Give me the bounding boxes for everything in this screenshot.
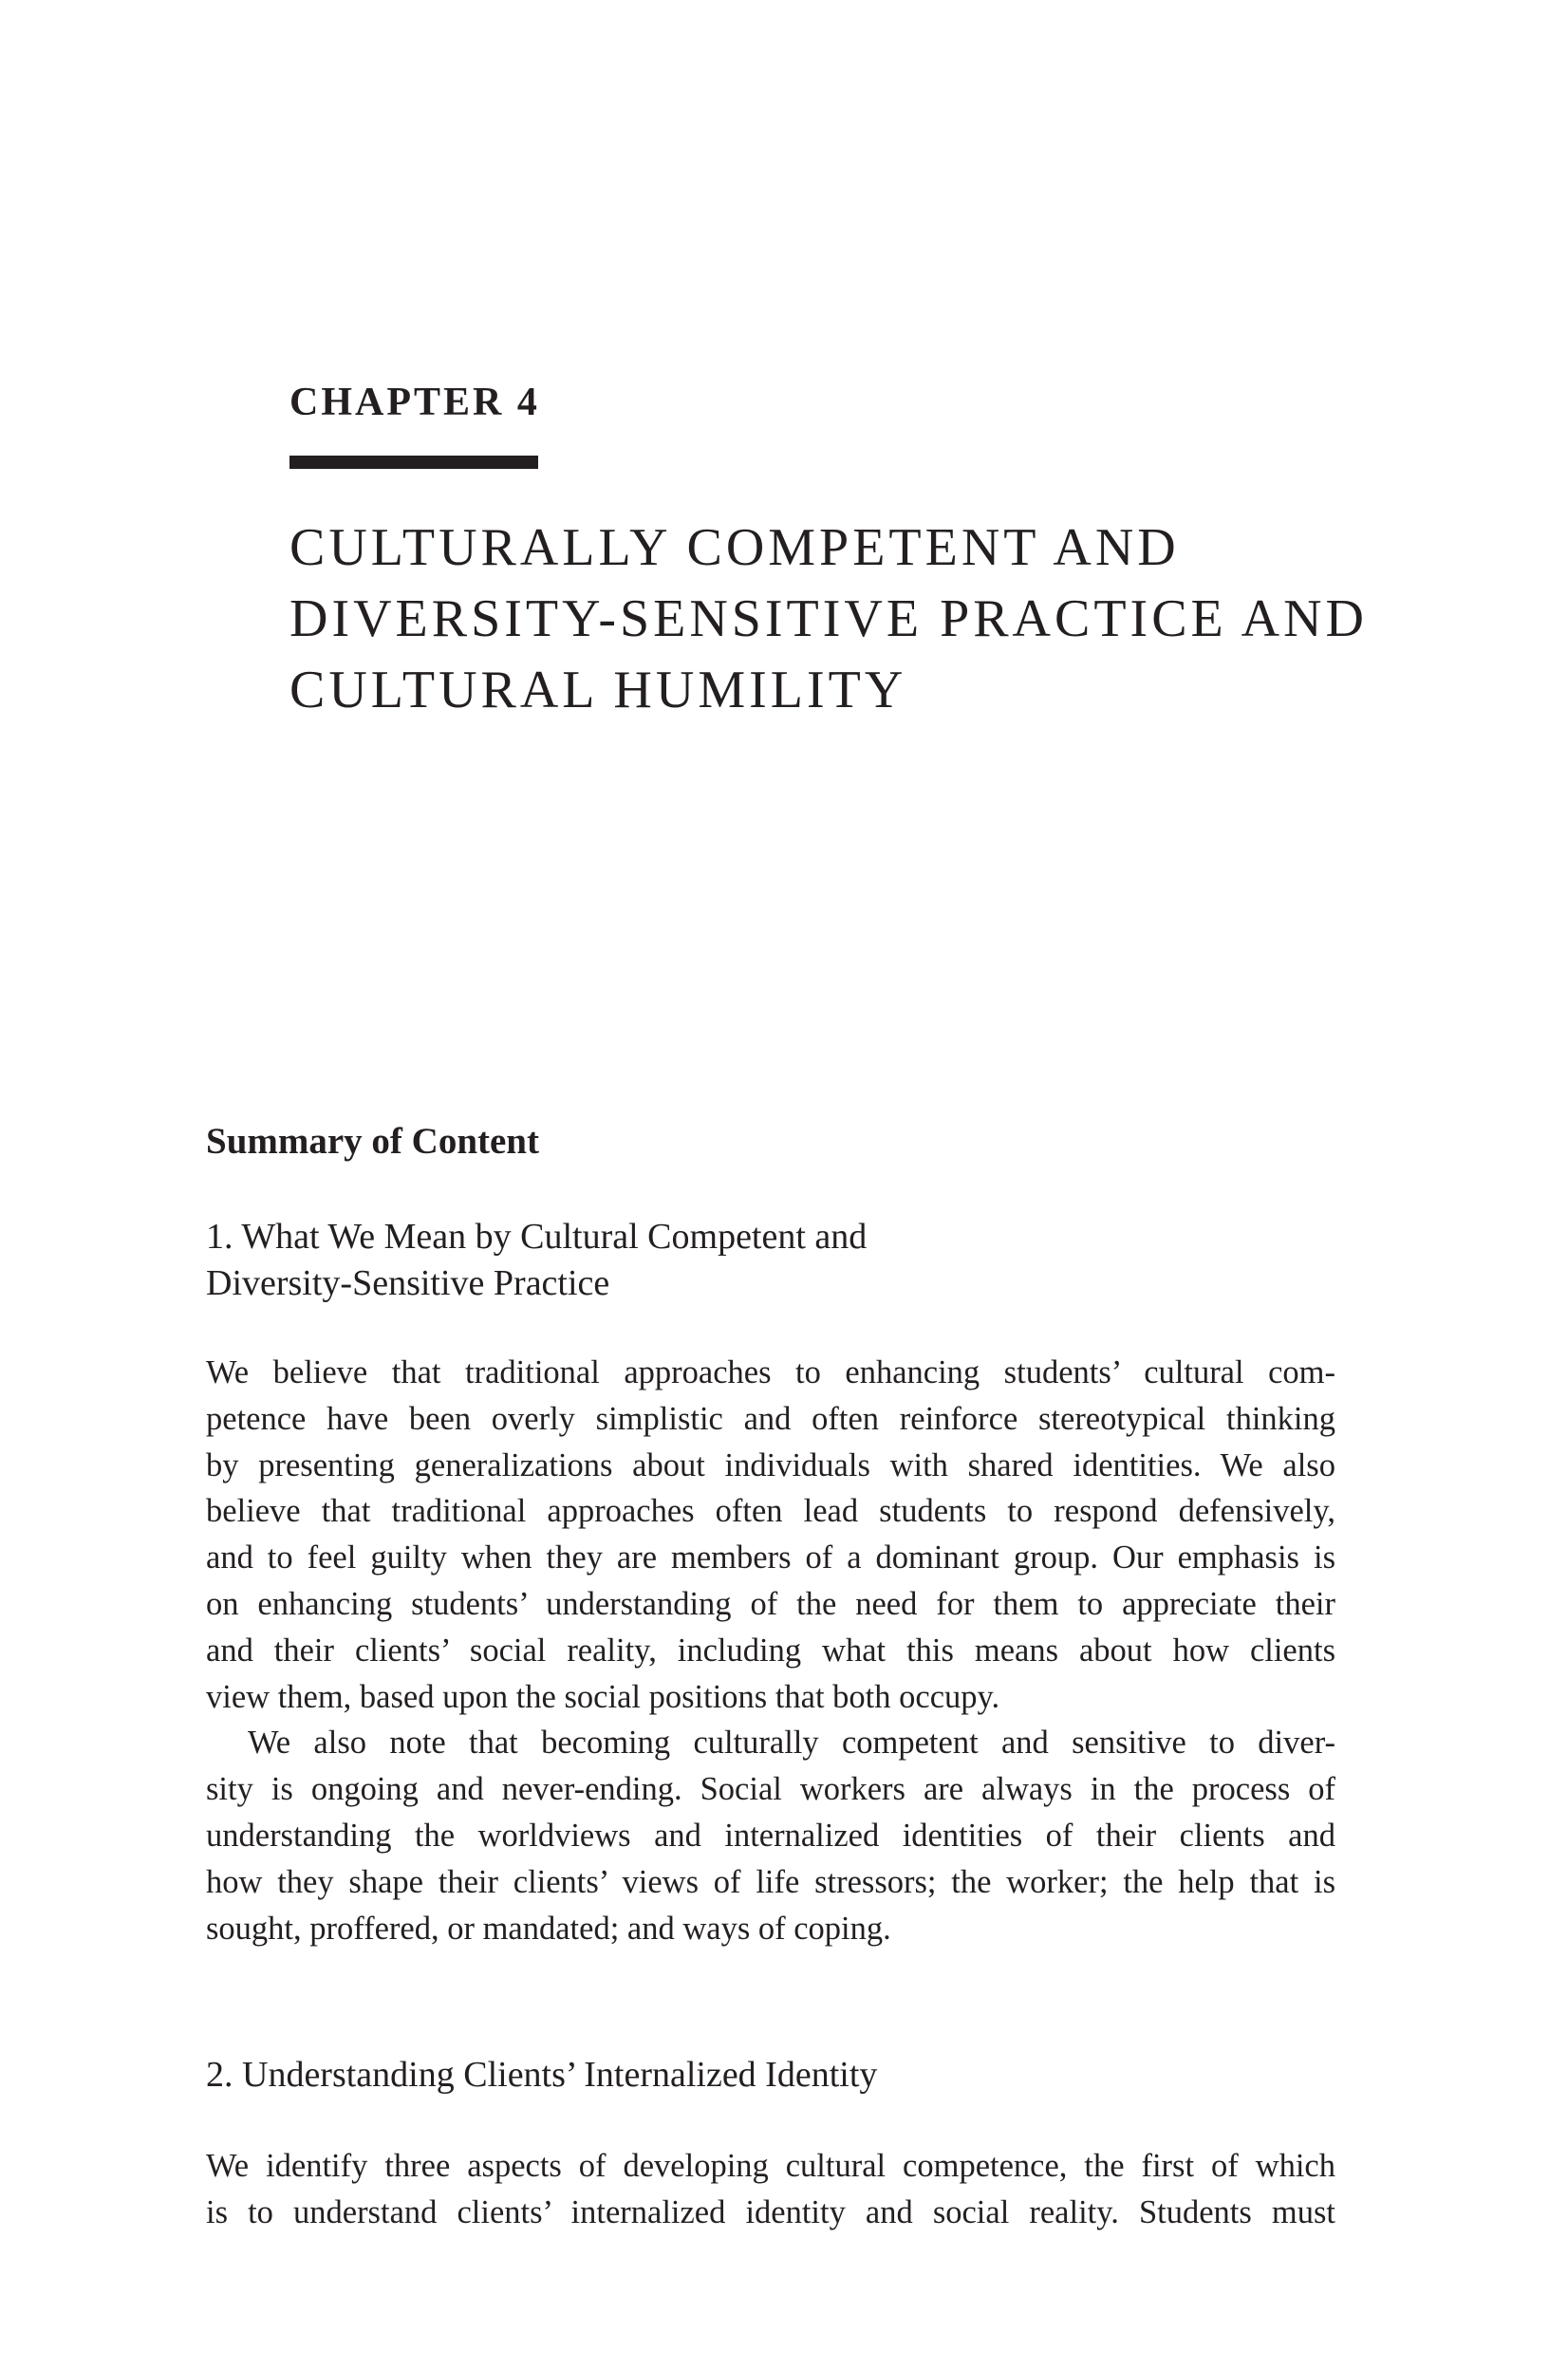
body-line: believe that traditional approaches often lead students to respond defensively,: [206, 1493, 1335, 1530]
chapter-label: CHAPTER 4: [289, 381, 540, 424]
body-line: how they shape their clients’ views of life stressors; the worker; the help that is: [206, 1863, 1335, 1900]
section-heading-1: [206, 1214, 867, 1307]
chapter-title: [289, 513, 1428, 726]
body-line: understanding the worldviews and internalized identities of their clients and: [206, 1817, 1335, 1854]
body-line: sity is ongoing and never-ending. Social workers are always in the process of: [206, 1771, 1335, 1808]
body-line: We believe that traditional approaches to enhancing students’ cultural com-: [206, 1354, 1335, 1390]
chapter-title-line: DIVERSITY-SENSITIVE PRACTICE AND: [289, 589, 1368, 648]
body-line: by presenting generalizations about individuals with shared identities. We also: [206, 1446, 1335, 1483]
chapter-rule: [289, 456, 538, 469]
section-heading-line: 1. What We Mean by Cultural Competent and: [206, 1217, 868, 1257]
body-line: and to feel guilty when they are members of a dominant group. Our emphasis is: [206, 1539, 1335, 1576]
body-line: is to understand clients’ internalized identity and social reality. Students must: [206, 2193, 1335, 2230]
section-1-body: [206, 1350, 1335, 1951]
summary-heading: Summary of Content: [206, 1121, 539, 1162]
section-heading-line: Diversity-Sensitive Practice: [206, 1263, 610, 1303]
body-line: We also note that becoming culturally competent and sensitive to diver-: [248, 1725, 1335, 1762]
chapter-title-line: CULTURALLY COMPETENT AND: [289, 518, 1180, 577]
body-line: We identify three aspects of developing cultural competence, the first of which: [206, 2148, 1335, 2184]
body-line: on enhancing students’ understanding of the need for them to appreciate their: [206, 1585, 1335, 1622]
body-line: and their clients’ social reality, including what this means about how clients: [206, 1632, 1335, 1669]
section-heading-line: 2. Understanding Clients’ Internalized Identity: [206, 2055, 878, 2095]
section-heading-2: [206, 2052, 877, 2099]
body-line: petence have been overly simplistic and often reinforce stereotypical thinking: [206, 1400, 1335, 1437]
body-line: view them, based upon the social positions that both occupy.: [206, 1678, 1000, 1715]
body-line: sought, proffered, or mandated; and ways of coping.: [206, 1910, 891, 1947]
section-2-body: [206, 2143, 1335, 2236]
chapter-title-line: CULTURAL HUMILITY: [289, 661, 907, 719]
